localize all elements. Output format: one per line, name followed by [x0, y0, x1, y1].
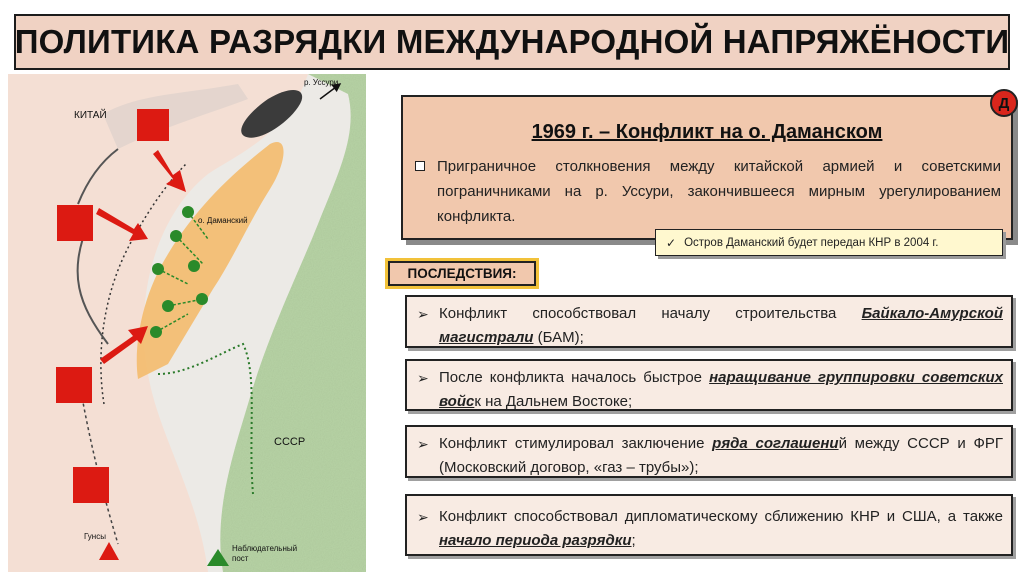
consequence-text-end: к на Дальнем Востоке; — [474, 393, 633, 410]
title-bar — [14, 14, 1010, 70]
label-china: КИТАЙ — [74, 110, 107, 121]
label-post: Наблюдательный пост — [232, 544, 298, 563]
consequence-text: После конфликта началось быстрое — [439, 369, 710, 386]
check-icon: ✓ — [666, 235, 677, 250]
conflict-heading: 1969 г. – Конфликт на о. Даманском — [531, 121, 883, 143]
map-svg — [8, 74, 366, 572]
note-text: Остров Даманский будет передан КНР в 2004 г. — [684, 236, 939, 249]
consequence-emphasis: Байкало-Амурской магистрали — [439, 305, 1003, 346]
consequence-text-end: й между СССР и ФРГ (Московский договор, «газ – трубы»); — [439, 435, 1003, 476]
china-troops-4 — [73, 467, 109, 503]
consequence-emphasis: наращивание группировки советских войс — [439, 369, 1003, 410]
consequence-item — [405, 425, 1013, 478]
consequence-text: Конфликт способствовал началу строительства — [439, 305, 862, 322]
consequence-text: Конфликт стимулировал заключение — [439, 435, 713, 452]
note-box — [655, 229, 1003, 256]
china-troops-2 — [57, 205, 93, 241]
arrow-bullet-icon: ➢ — [417, 509, 429, 525]
arrow-bullet-icon: ➢ — [417, 370, 429, 386]
consequence-emphasis: начало периода разрядки — [439, 532, 632, 549]
main-conflict-box — [401, 95, 1013, 240]
consequences-label: ПОСЛЕДСТВИЯ: — [388, 261, 536, 286]
label-river: р. Уссури — [304, 78, 339, 87]
consequence-item — [405, 359, 1013, 411]
consequence-text-end: (БАМ); — [533, 329, 584, 346]
consequence-item — [405, 494, 1013, 556]
consequence-text: Конфликт способствовал дипломатическому сближению КНР и США, а также — [439, 508, 1003, 525]
consequence-item — [405, 295, 1013, 348]
label-guns: Гунсы — [84, 532, 106, 541]
square-bullet-icon — [415, 161, 425, 171]
conflict-description: Приграничное столкновения между китайской армией и советскими пограничниками на р. Уссури, закончившееся мирным урегулированием конфликта. — [437, 158, 1001, 225]
arrow-bullet-icon: ➢ — [417, 436, 429, 452]
consequence-text-end: ; — [631, 532, 636, 549]
arrow-bullet-icon: ➢ — [417, 306, 429, 322]
china-troops-3 — [56, 367, 92, 403]
label-island: о. Даманский — [198, 216, 248, 225]
china-troops-1 — [137, 109, 169, 141]
page-title: ПОЛИТИКА РАЗРЯДКИ МЕЖДУНАРОДНОЙ НАПРЯЖЁНОСТИ — [14, 23, 1010, 60]
damansky-map — [8, 74, 366, 572]
consequence-emphasis: ряда соглашени — [712, 435, 839, 452]
d-badge: Д — [990, 89, 1018, 117]
label-ussr: СССР — [274, 436, 306, 448]
